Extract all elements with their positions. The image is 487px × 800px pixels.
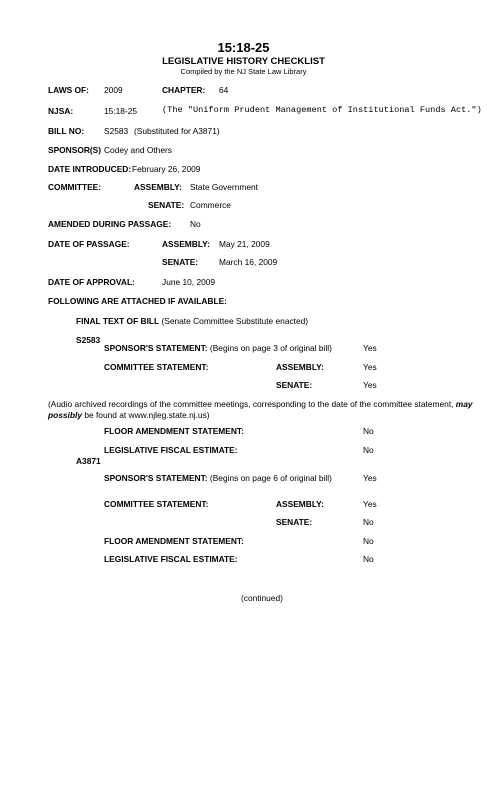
committee-label: COMMITTEE: xyxy=(48,182,102,192)
document-number: 15:18-25 xyxy=(217,40,270,55)
committee-assembly-value: State Government xyxy=(190,182,258,192)
s2583-fiscal-value: No xyxy=(363,445,374,455)
bill-no-note: (Substituted for A3871) xyxy=(134,126,220,136)
a3871-fiscal-value: No xyxy=(363,554,374,564)
s2583-sponsor-statement-note: (Begins on page 3 of original bill) xyxy=(209,343,332,353)
a3871-fiscal-label: LEGISLATIVE FISCAL ESTIMATE: xyxy=(104,554,238,564)
bill-no-value: S2583 xyxy=(104,126,129,136)
sponsors-value: Codey and Others xyxy=(104,145,172,155)
compiled-by: Compiled by the NJ State Law Library xyxy=(180,67,307,76)
date-introduced-value: February 26, 2009 xyxy=(132,164,201,174)
audio-note-emphasis: may possibly xyxy=(48,399,473,420)
committee-assembly-label: ASSEMBLY: xyxy=(134,182,182,192)
final-text-label: FINAL TEXT OF BILL xyxy=(76,316,160,326)
a3871-committee-assembly-value: Yes xyxy=(363,499,377,509)
sponsors-label: SPONSOR(S) xyxy=(48,145,102,155)
bill-no-label: BILL NO: xyxy=(48,126,85,136)
laws-of-year: 2009 xyxy=(104,85,123,95)
document-title: LEGISLATIVE HISTORY CHECKLIST xyxy=(162,56,325,67)
approval-value: June 10, 2009 xyxy=(162,277,216,287)
a3871-committee-senate-label: SENATE: xyxy=(276,517,313,527)
s2583-bill-label: S2583 xyxy=(76,335,101,345)
continued-note: (continued) xyxy=(241,593,283,603)
final-text-note: (Senate Committee Substitute enacted) xyxy=(161,316,309,326)
committee-senate-label: SENATE: xyxy=(148,200,185,210)
amended-value: No xyxy=(190,219,201,229)
passage-senate-value: March 16, 2009 xyxy=(219,257,278,267)
passage-assembly-value: May 21, 2009 xyxy=(219,239,270,249)
passage-label: DATE OF PASSAGE: xyxy=(48,239,130,249)
approval-label: DATE OF APPROVAL: xyxy=(48,277,135,287)
a3871-sponsor-statement-value: Yes xyxy=(363,473,377,483)
audio-note xyxy=(48,399,483,420)
audio-note-post: be found at www.njleg.state.nj.us) xyxy=(84,409,210,420)
a3871-floor-value: No xyxy=(363,536,374,546)
s2583-committee-senate-label: SENATE: xyxy=(276,380,313,390)
a3871-floor-label: FLOOR AMENDMENT STATEMENT: xyxy=(104,536,244,546)
a3871-sponsor-statement-note: (Begins on page 6 of original bill) xyxy=(209,473,332,483)
committee-senate-value: Commerce xyxy=(190,200,231,210)
s2583-sponsor-statement-label: SPONSOR'S STATEMENT: xyxy=(104,343,208,353)
a3871-sponsor-statement-label: SPONSOR'S STATEMENT: xyxy=(104,473,208,483)
njsa-title: (The "Uniform Prudent Management of Institutional Funds Act.") xyxy=(162,105,482,115)
audio-note-pre: (Audio archived recordings of the committee meetings, corresponding to the date of the committee statement, xyxy=(48,399,454,409)
passage-assembly-label: ASSEMBLY: xyxy=(162,239,210,249)
s2583-sponsor-statement-value: Yes xyxy=(363,343,377,353)
a3871-bill-label: A3871 xyxy=(76,456,101,466)
s2583-floor-label: FLOOR AMENDMENT STATEMENT: xyxy=(104,426,244,436)
s2583-fiscal-label: LEGISLATIVE FISCAL ESTIMATE: xyxy=(104,445,238,455)
date-introduced-label: DATE INTRODUCED: xyxy=(48,164,132,174)
s2583-sponsor-statement xyxy=(104,343,332,353)
final-text-line xyxy=(76,316,308,326)
s2583-committee-statement-label: COMMITTEE STATEMENT: xyxy=(104,362,209,372)
passage-senate-label: SENATE: xyxy=(162,257,199,267)
njsa-value: 15:18-25 xyxy=(104,106,138,116)
amended-label: AMENDED DURING PASSAGE: xyxy=(48,219,172,229)
s2583-committee-assembly-value: Yes xyxy=(363,362,377,372)
s2583-committee-senate-value: Yes xyxy=(363,380,377,390)
a3871-committee-statement-label: COMMITTEE STATEMENT: xyxy=(104,499,209,509)
chapter-label: CHAPTER: xyxy=(162,85,206,95)
a3871-committee-senate-value: No xyxy=(363,517,374,527)
s2583-floor-value: No xyxy=(363,426,374,436)
a3871-sponsor-statement xyxy=(104,473,332,483)
chapter-value: 64 xyxy=(219,85,229,95)
attached-heading: FOLLOWING ARE ATTACHED IF AVAILABLE: xyxy=(48,296,227,306)
s2583-committee-assembly-label: ASSEMBLY: xyxy=(276,362,324,372)
njsa-label: NJSA: xyxy=(48,106,74,116)
laws-of-label: LAWS OF: xyxy=(48,85,89,95)
a3871-committee-assembly-label: ASSEMBLY: xyxy=(276,499,324,509)
